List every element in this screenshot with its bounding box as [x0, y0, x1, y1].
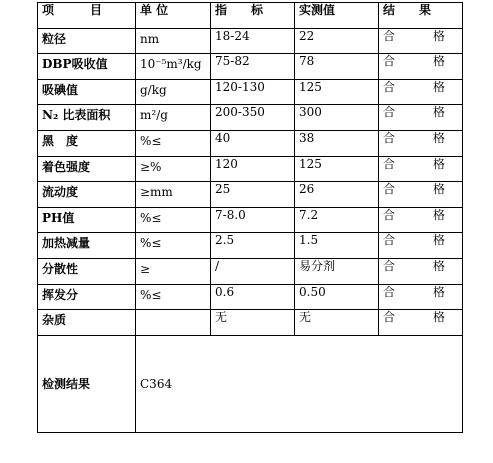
item-result: 合 格 — [379, 54, 463, 80]
item-result: 合 格 — [379, 310, 463, 336]
item-name: 杂质 — [38, 310, 136, 336]
item-measured: 1.5 — [295, 233, 379, 259]
table-row — [38, 258, 463, 284]
header-unit: 单 位 — [136, 3, 211, 29]
item-spec: 0.6 — [211, 284, 295, 310]
item-unit: ≥mm — [136, 182, 211, 208]
item-name: 流动度 — [38, 182, 136, 208]
item-name: PH值 — [38, 207, 136, 233]
header-spec: 指 标 — [211, 3, 295, 29]
header-item: 项 目 — [38, 3, 136, 29]
spec-table — [37, 2, 463, 433]
table-row — [38, 54, 463, 80]
item-unit: g/kg — [136, 79, 211, 105]
item-spec: / — [211, 258, 295, 284]
item-name: 挥发分 — [38, 284, 136, 310]
conclusion-code: C364 — [136, 335, 463, 432]
item-name: 着色强度 — [38, 156, 136, 182]
item-measured: 78 — [295, 54, 379, 80]
item-spec: 7-8.0 — [211, 207, 295, 233]
item-measured: 125 — [295, 79, 379, 105]
item-spec: 75-82 — [211, 54, 295, 80]
item-spec: 120-130 — [211, 79, 295, 105]
item-spec: 40 — [211, 130, 295, 156]
item-unit: %≤ — [136, 130, 211, 156]
item-result: 合 格 — [379, 156, 463, 182]
item-result: 合 格 — [379, 284, 463, 310]
item-spec: 无 — [211, 310, 295, 336]
item-measured: 38 — [295, 130, 379, 156]
table-row — [38, 130, 463, 156]
item-result: 合 格 — [379, 130, 463, 156]
item-result: 合 格 — [379, 28, 463, 54]
item-name: 吸碘值 — [38, 79, 136, 105]
item-unit: m²/g — [136, 105, 211, 131]
item-measured: 易分剂 — [295, 258, 379, 284]
item-name: 粒径 — [38, 28, 136, 54]
item-unit: nm — [136, 28, 211, 54]
item-measured: 7.2 — [295, 207, 379, 233]
item-result: 合 格 — [379, 79, 463, 105]
item-name: DBP吸收值 — [38, 54, 136, 80]
item-result: 合 格 — [379, 182, 463, 208]
table-row — [38, 156, 463, 182]
header-row — [38, 3, 463, 29]
item-result: 合 格 — [379, 233, 463, 259]
item-measured: 125 — [295, 156, 379, 182]
item-unit: %≤ — [136, 207, 211, 233]
item-name: 分散性 — [38, 258, 136, 284]
item-measured: 300 — [295, 105, 379, 131]
item-name: 加热减量 — [38, 233, 136, 259]
item-measured: 26 — [295, 182, 379, 208]
item-spec: 120 — [211, 156, 295, 182]
item-unit: %≤ — [136, 284, 211, 310]
item-spec: 200-350 — [211, 105, 295, 131]
item-unit — [136, 310, 211, 336]
table-row — [38, 310, 463, 336]
header-measured: 实测值 — [295, 3, 379, 29]
item-measured: 无 — [295, 310, 379, 336]
item-spec: 2.5 — [211, 233, 295, 259]
item-unit: ≥ — [136, 258, 211, 284]
table-row — [38, 28, 463, 54]
item-measured: 22 — [295, 28, 379, 54]
item-spec: 25 — [211, 182, 295, 208]
table-row — [38, 105, 463, 131]
table-row — [38, 79, 463, 105]
table-row — [38, 207, 463, 233]
conclusion-label: 检测结果 — [38, 335, 136, 432]
item-measured: 0.50 — [295, 284, 379, 310]
item-name: 黑 度 — [38, 130, 136, 156]
header-result: 结 果 — [379, 3, 463, 29]
item-result: 合 格 — [379, 258, 463, 284]
item-unit: ≥% — [136, 156, 211, 182]
table-row — [38, 284, 463, 310]
conclusion-row — [38, 335, 463, 432]
item-unit: %≤ — [136, 233, 211, 259]
table-row — [38, 182, 463, 208]
item-unit: 10⁻⁵m³/kg — [136, 54, 211, 80]
item-result: 合 格 — [379, 207, 463, 233]
item-name: N₂ 比表面积 — [38, 105, 136, 131]
table-row — [38, 233, 463, 259]
item-result: 合 格 — [379, 105, 463, 131]
item-spec: 18-24 — [211, 28, 295, 54]
